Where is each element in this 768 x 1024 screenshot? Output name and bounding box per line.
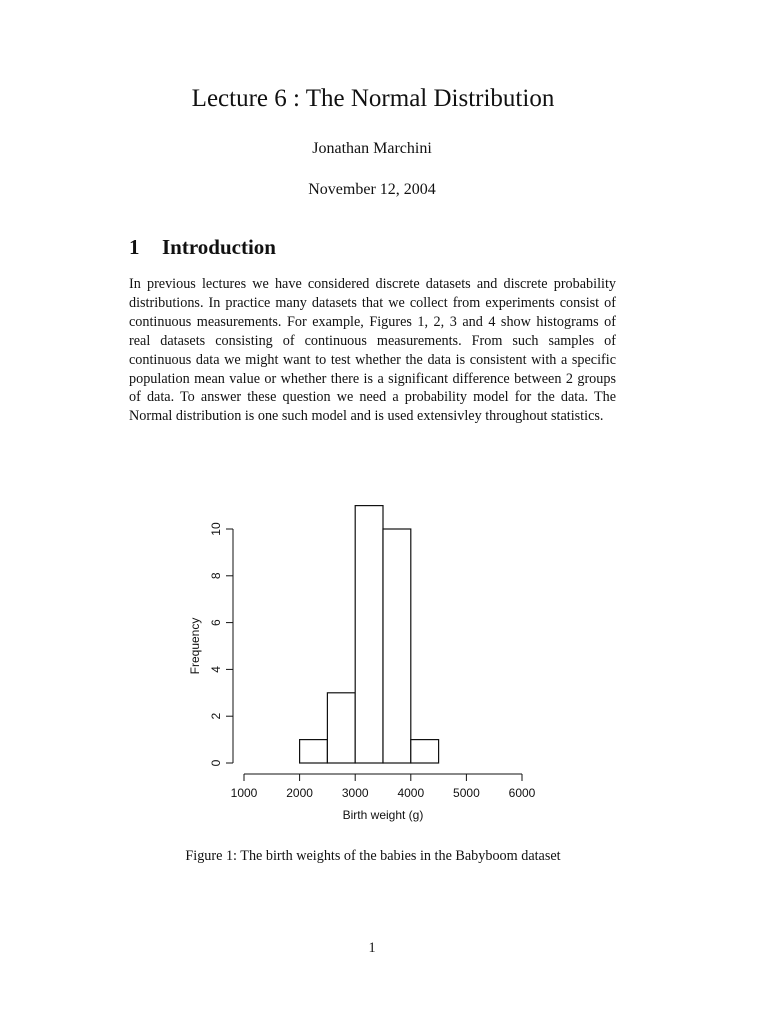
paper-title: Lecture 6 : The Normal Distribution xyxy=(191,85,555,112)
y-tick-label-4: 4 xyxy=(209,666,223,673)
page-number: 1 xyxy=(368,940,376,956)
x-tick-label-1000: 1000 xyxy=(230,786,258,800)
y-tick-label-0: 0 xyxy=(209,759,223,767)
y-tick-label-10: 10 xyxy=(209,522,223,536)
histogram-bar-3000-3500 xyxy=(355,506,383,763)
x-tick-label-4000: 4000 xyxy=(397,786,425,800)
histogram-bars xyxy=(300,506,439,763)
birth-weight-histogram xyxy=(170,490,550,830)
section-heading xyxy=(129,234,276,260)
histogram-bar-2500-3000 xyxy=(327,693,355,763)
section-title: Introduction xyxy=(162,235,276,259)
figure-caption: Figure 1: The birth weights of the babies in the Babyboom dataset xyxy=(185,848,561,864)
paper-date: November 12, 2004 xyxy=(308,181,436,198)
histogram-bar-3500-4000 xyxy=(383,529,411,763)
histogram-bar-4000-4500 xyxy=(411,740,439,763)
x-axis-label: Birth weight (g) xyxy=(342,808,424,822)
x-tick-label-2000: 2000 xyxy=(286,786,313,800)
y-axis-label: Frequency xyxy=(188,617,202,675)
x-axis-ticks xyxy=(231,774,536,800)
y-axis-ticks xyxy=(209,522,233,766)
x-tick-label-6000: 6000 xyxy=(508,786,536,800)
section-number: 1 xyxy=(129,235,140,259)
histogram-bar-2000-2500 xyxy=(300,740,328,763)
y-tick-label-8: 8 xyxy=(209,572,223,580)
x-tick-label-3000: 3000 xyxy=(341,786,369,800)
intro-paragraph: In previous lectures we have considered discrete datasets and discrete probability distributions. In practice many datasets that we collect from experiments consist of continuous measurements. For example, Figures 1, 2, 3 and 4 show histograms of real datasets consisting of continuous measurements. From such samples of continuous data we might want to test whether the data is consistent with a specific population mean value or whether there is a significant difference between 2 groups of data. To answer these question we need a probability model for the data. The Normal distribution is one such model and is used extensivley throughout statistics. xyxy=(129,276,616,425)
y-tick-label-6: 6 xyxy=(209,619,223,626)
author-name: Jonathan Marchini xyxy=(312,140,432,157)
y-tick-label-2: 2 xyxy=(209,712,223,720)
x-tick-label-5000: 5000 xyxy=(453,786,480,800)
